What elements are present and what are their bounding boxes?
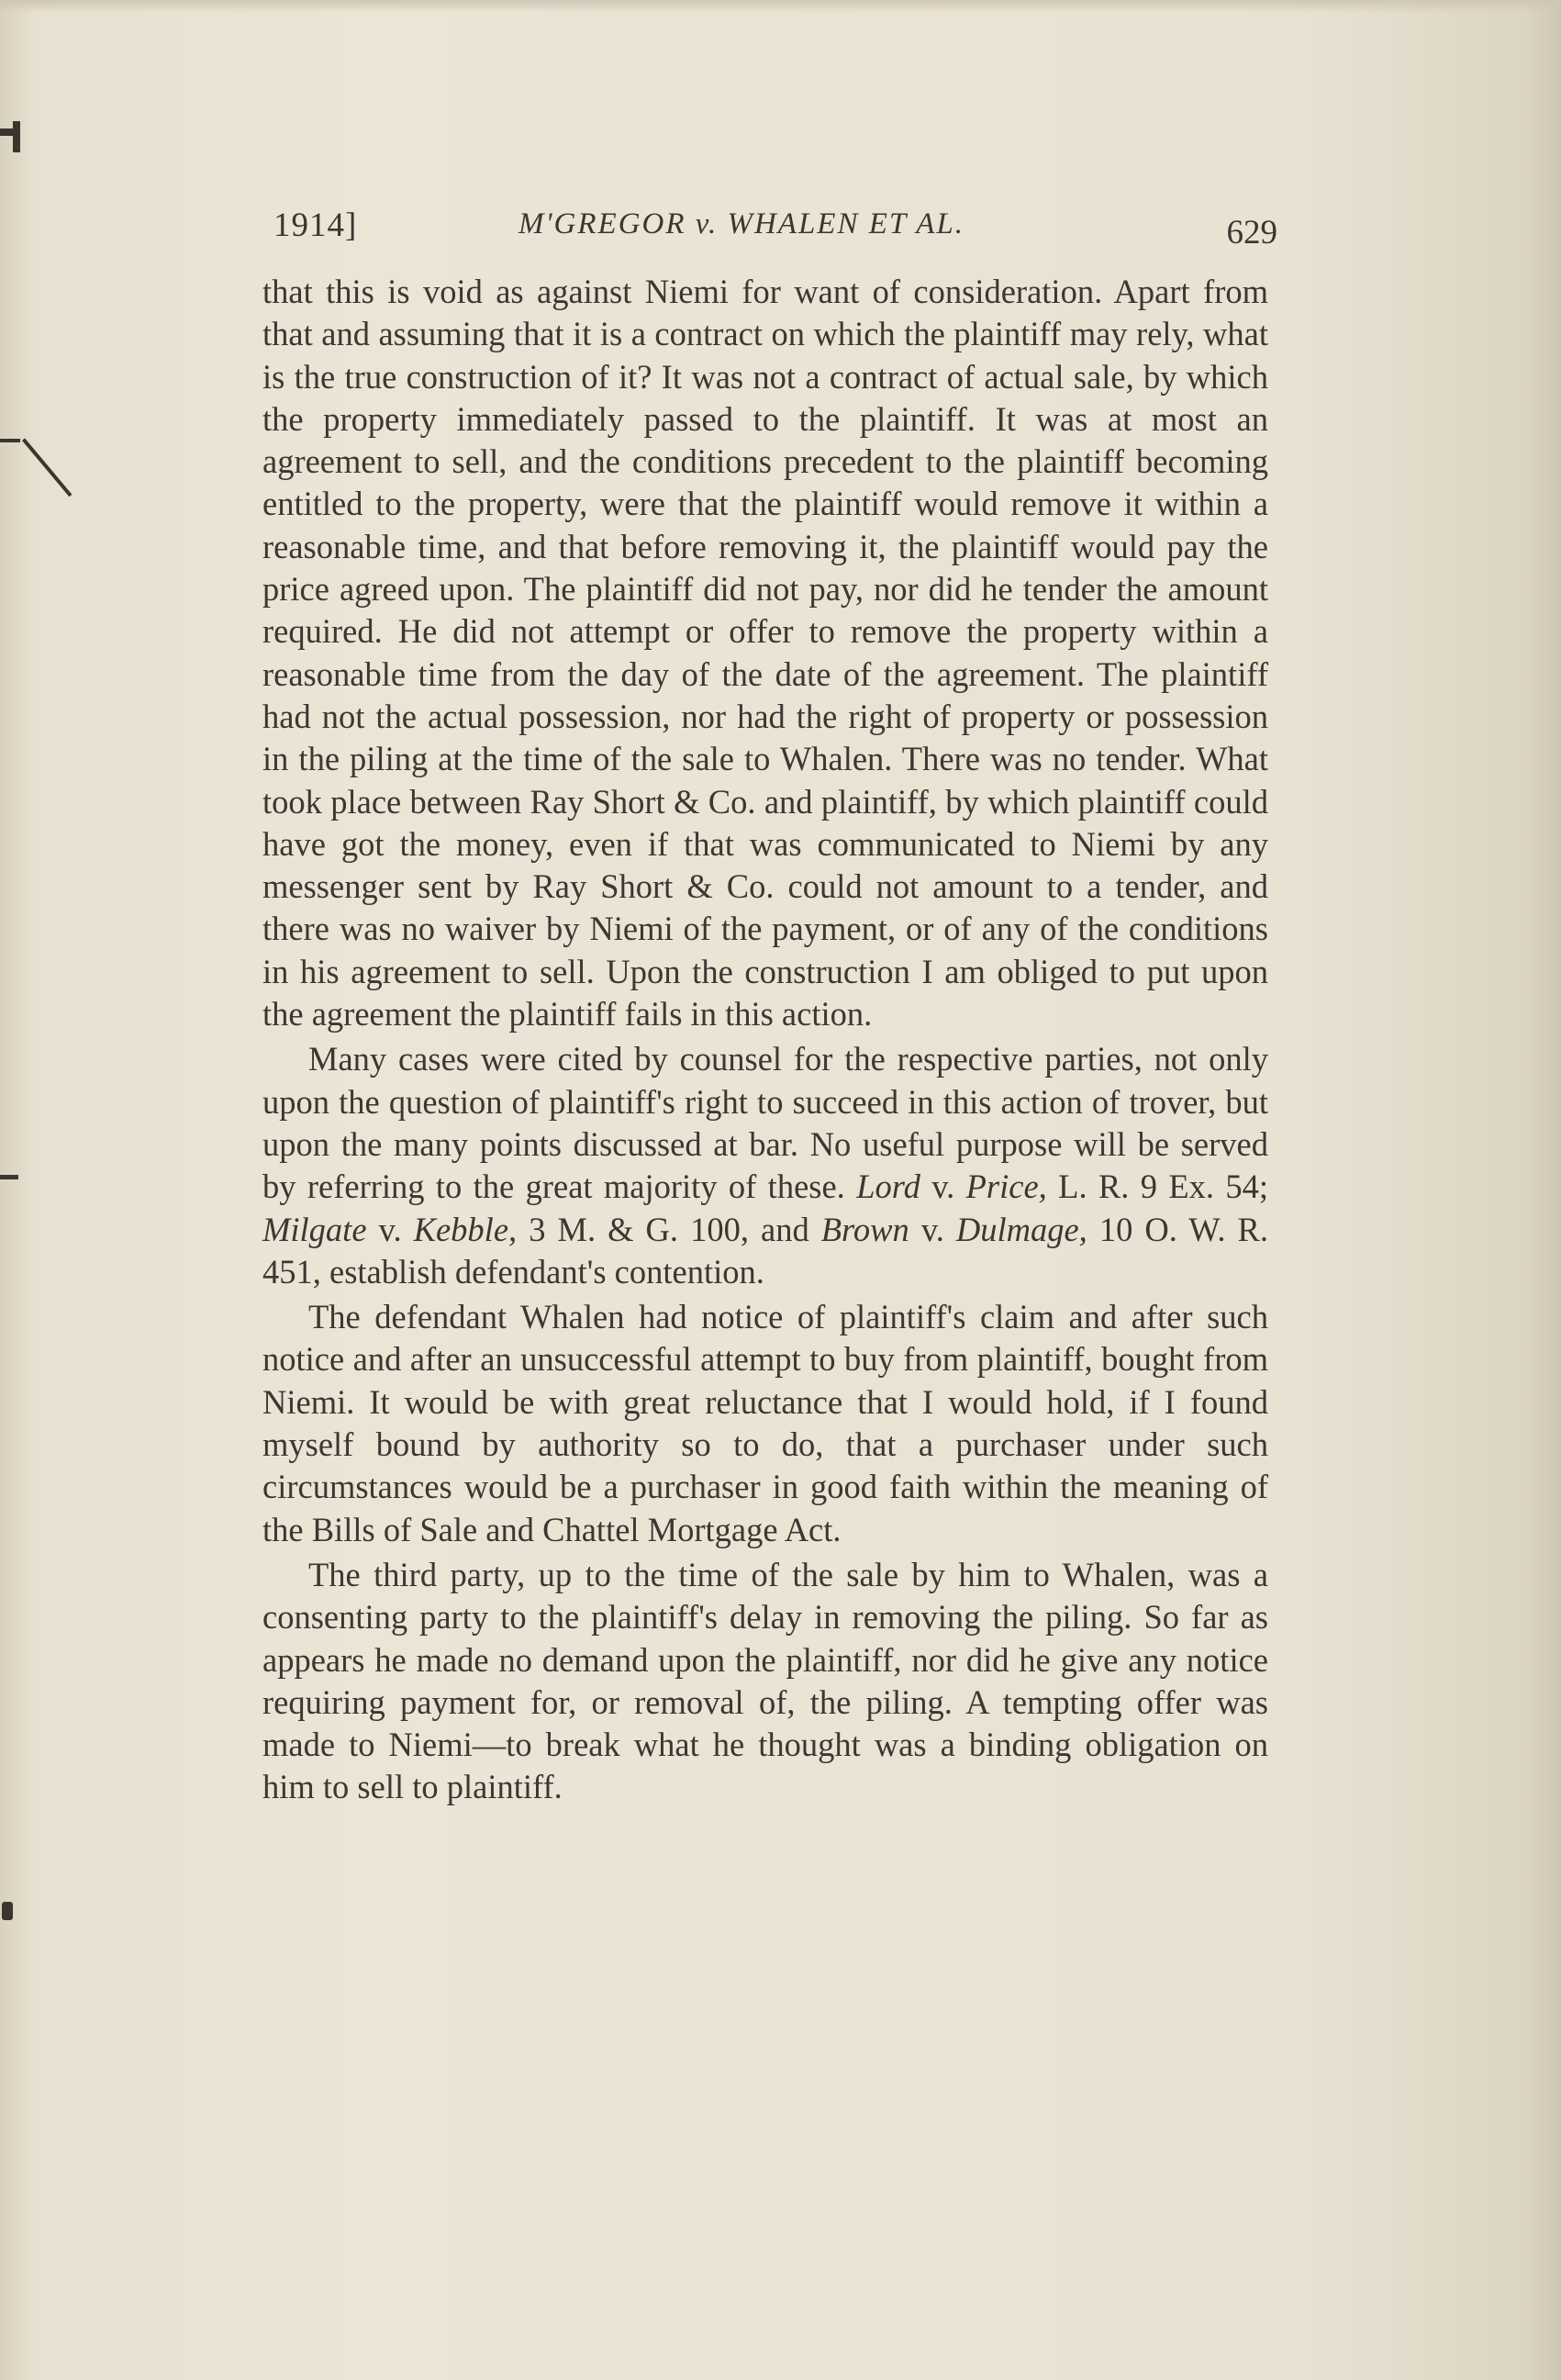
case-3-citation: 10 O. W. R. 451, establish defendant's contention. bbox=[262, 1210, 1269, 1291]
case-1-name-a: Lord bbox=[856, 1168, 920, 1206]
paragraph-2 bbox=[262, 1038, 1268, 1293]
header-year: 1914] bbox=[273, 207, 358, 244]
case-1-citation: L. R. 9 Ex. 54; bbox=[1058, 1168, 1269, 1206]
paragraph-2-text: Many cases were cited by counsel for the respective parties, not only upon the question of plaintiff's right to succeed in this action of trover, but upon the many points discussed at bar. No useful purpose will be served by referring to the great majority of these. bbox=[262, 1040, 1268, 1206]
case-1-v: v. bbox=[931, 1168, 955, 1206]
header-page-number: 629 bbox=[1226, 214, 1277, 251]
margin-ink-mark-3 bbox=[0, 439, 20, 442]
case-2-v: v. bbox=[378, 1210, 402, 1248]
paragraph-3: The defendant Whalen had notice of plaintiff's claim and after such notice and after an unsuccessful attempt to buy from plaintiff, bought from Niemi. It would be with great reluctance that I would hold, if I found myself bound by authority so to do, that a purchaser under such circumstances would be a purchaser in good faith within the meaning of the Bills of Sale and Chattel Mortgage Act. bbox=[262, 1298, 1268, 1548]
margin-ink-mark-2 bbox=[13, 121, 20, 152]
case-2-name-b: Kebble, bbox=[413, 1210, 518, 1248]
case-3-name-a: Brown bbox=[820, 1210, 909, 1248]
case-3-v: v. bbox=[920, 1210, 944, 1248]
page-body bbox=[262, 271, 1268, 1809]
case-2-name-a: Milgate bbox=[262, 1210, 367, 1248]
margin-ink-mark-5 bbox=[0, 1175, 18, 1179]
page-top-edge bbox=[0, 0, 1561, 13]
case-3-name-b: Dulmage, bbox=[955, 1210, 1087, 1248]
header-running-title: M'GREGOR v. WHALEN ET AL. bbox=[518, 207, 965, 240]
running-header bbox=[266, 200, 1285, 255]
margin-ink-mark-6 bbox=[2, 1902, 13, 1920]
paragraph-4: The third party, up to the time of the sale by him to Whalen, was a consenting party to the plaintiff's delay in removing the piling. So far as appears he made no demand upon the plaintiff, nor did he give any notice requiring payment for, or removal of, the piling. A tempting offer was made to Niemi—to break what he thought was a binding obligation on him to sell to plaintiff. bbox=[262, 1555, 1268, 1806]
paragraph-1: that this is void as against Niemi for want of consideration. Apart from that and assuming that it is a contract on which the plaintiff may rely, what is the true construction of it? It was not a contract of actual sale, by which the property immediately passed to the plaintiff. It was at most an agreement to sell, and the conditions precedent to the plaintiff becoming entitled to the property, were that the plaintiff would remove it within a reasonable time, and that before removing it, the plaintiff would pay the price agreed upon. The plaintiff did not pay, nor did he tender the amount required. He did not attempt or offer to remove the property within a reasonable time from the day of the date of the agreement. The plaintiff had not the actual possession, nor had the right of property or possession in the piling at the time of the sale to Whalen. There was no tender. What took place between Ray Short & Co. and plaintiff, by which plaintiff could have got the money, even if that was communicated to Niemi by any messenger sent by Ray Short & Co. could not amount to a tender, and there was no waiver by Niemi of the payment, or of any of the conditions in his agreement to sell. Upon the construction I am obliged to put upon the agreement the plaintiff fails in this action. bbox=[262, 273, 1268, 1034]
case-2-citation: 3 M. & G. 100, and bbox=[529, 1210, 809, 1248]
case-1-name-b: Price, bbox=[965, 1168, 1047, 1206]
margin-ink-mark-4 bbox=[22, 438, 72, 497]
